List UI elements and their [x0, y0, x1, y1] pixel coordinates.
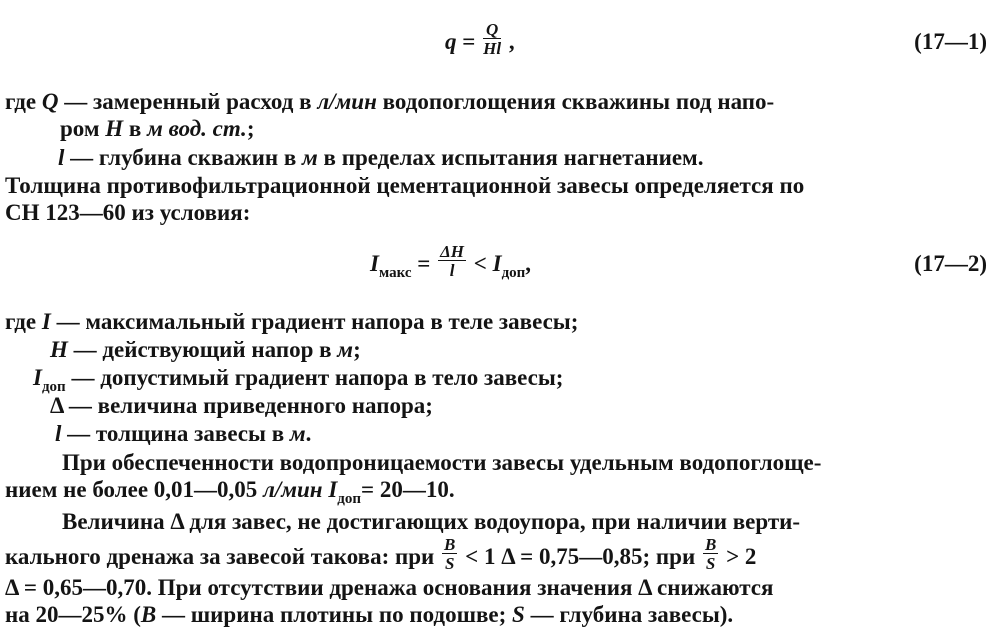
- para3-fraction-1: [442, 536, 457, 573]
- def1-line2-text: ром: [60, 116, 106, 141]
- def2-line2-text: — действующий напор в: [67, 337, 338, 362]
- para3-line4-b: — ширина плотины по подошве;: [156, 602, 513, 627]
- def2-symbol-delta: Δ: [50, 393, 64, 418]
- def2-symbol-Idop: I: [33, 365, 42, 390]
- para3-line4-a: на 20—25% (: [5, 602, 141, 627]
- para3-line2-c: > 2: [726, 543, 757, 569]
- def1-line2-text3: ;: [246, 116, 255, 141]
- def1-line2-text2: в: [123, 116, 148, 141]
- def2-symbol-l: l: [55, 421, 62, 446]
- def2-line5-unit: м: [289, 421, 306, 446]
- def1-line3-unit: м: [302, 145, 318, 170]
- def1-line3-text2: в пределах испытания нагнетанием.: [317, 145, 704, 170]
- para2-line2-b: = 20—10.: [361, 477, 455, 502]
- def2-line-5: [55, 420, 311, 448]
- equation-17-1: [445, 20, 515, 62]
- eq1-numerator: Q: [483, 21, 501, 39]
- eq1-fraction: [483, 21, 501, 58]
- eq2-comma: ,: [525, 250, 532, 276]
- para2-line-2: [5, 476, 455, 507]
- equation-number-17-1: (17—1): [914, 29, 987, 54]
- para3-frac1-den: S: [444, 554, 455, 573]
- def2-line5-text: — толщина завесы в: [61, 421, 290, 446]
- para2-line2-unit: л/мин: [263, 477, 323, 502]
- eq1-comma: ,: [508, 28, 515, 54]
- def2-line2-unit: м: [337, 337, 354, 362]
- para3-line-3: Δ = 0,65—0,70. При отсутствии дренажа основания значения Δ снижаются: [5, 575, 774, 600]
- para3-frac2-num: B: [704, 535, 717, 554]
- def2-line-3: [33, 364, 563, 395]
- para2-line2-a: нием не более 0,01—0,05: [5, 477, 264, 502]
- eq2-fraction: [438, 243, 466, 280]
- def2-symbol-H: H: [50, 337, 68, 362]
- def1-line3-text: — глубина скважин в: [64, 145, 303, 170]
- eq2-lhs-sub: макс: [378, 264, 412, 281]
- para2-line-1: При обеспеченности водопроницаемости завесы удельным водопоглоще-: [62, 450, 822, 475]
- para1-line-2: СН 123—60 из условия:: [5, 200, 251, 225]
- eq1-lhs: q: [445, 28, 457, 54]
- para3-line2-b: < 1 Δ = 0,75—0,85; при: [465, 543, 696, 569]
- para3-line-1: Величина Δ для завес, не достигающих водоупора, при наличии верти-: [62, 509, 801, 534]
- para1-line-1: Толщина противофильтрационной цементационной завесы определяется по: [5, 173, 805, 198]
- para3-line4-B: B: [140, 602, 157, 627]
- para3-fraction-2: [703, 536, 718, 573]
- def1-text2: водопоглощения скважины под напо-: [376, 89, 775, 114]
- def1-symbol-Q: Q: [41, 89, 59, 114]
- para3-line4-S: S: [512, 602, 525, 627]
- eq2-rhs-sub: доп: [501, 264, 526, 281]
- para3-line-2: [5, 535, 757, 577]
- def1-line-2: [60, 115, 254, 143]
- def2-line3-sub: доп: [41, 379, 66, 395]
- def2-line-2: [50, 336, 361, 364]
- para3-line2-a: кального дренажа за завесой такова: при: [5, 543, 435, 569]
- equation-number-17-2: (17—2): [914, 251, 987, 276]
- eq1-denominator: Hl: [483, 39, 502, 58]
- def1-line-3: [58, 144, 703, 172]
- para2-line2-symbol: I: [328, 477, 338, 502]
- def2-line3-text: — допустимый градиент напора в тело завесы;: [65, 365, 564, 390]
- def2-symbol-I: I: [41, 309, 51, 334]
- def1-lead: где: [5, 89, 42, 114]
- eq2-less-than: <: [473, 250, 487, 276]
- eq2-denominator: l: [449, 261, 455, 280]
- para3-line4-c: — глубина завесы).: [524, 602, 734, 627]
- eq2-lhs: I: [370, 250, 379, 276]
- para3-frac2-den: S: [705, 554, 716, 573]
- eq1-equals: =: [462, 28, 476, 54]
- para3-frac1-num: B: [444, 535, 456, 554]
- eq2-numerator: ΔH: [440, 242, 464, 261]
- def2-line5-text2: .: [305, 421, 312, 446]
- def1-line-1: [5, 88, 774, 116]
- def1-symbol-l: l: [58, 145, 65, 170]
- def1-line2-unit: м вод. ст.: [147, 116, 247, 141]
- equation-17-2: [370, 242, 532, 284]
- def1-unit: л/мин: [317, 89, 377, 114]
- def2-line2-text2: ;: [353, 337, 361, 362]
- def2-line4-text: — величина приведенного напора;: [63, 393, 433, 418]
- para2-line2-sub: доп: [337, 491, 362, 507]
- def2-line1-text: — максимальный градиент напора в теле завесы;: [50, 309, 579, 334]
- def1-symbol-H: H: [105, 116, 124, 141]
- eq2-equals: =: [417, 250, 431, 276]
- def1-text: — замеренный расход в: [58, 89, 318, 114]
- def2-line-1: [5, 308, 578, 336]
- para3-line-4: [5, 601, 733, 629]
- def2-lead: где: [5, 309, 42, 334]
- def2-line-4: [50, 392, 433, 420]
- eq2-rhs: I: [492, 250, 502, 276]
